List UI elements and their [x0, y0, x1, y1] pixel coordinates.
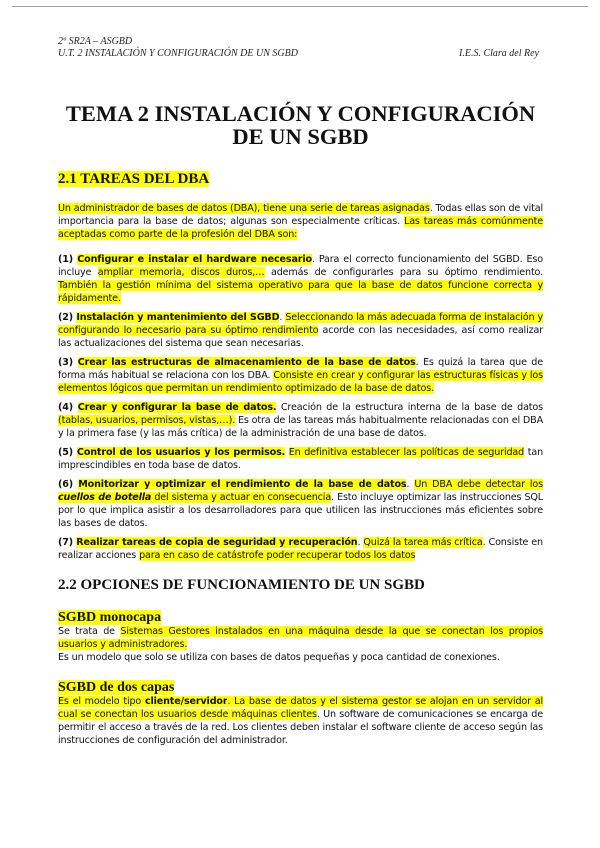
header-course: 2º SR2A – ASGBD: [58, 36, 133, 47]
text-run: .: [357, 537, 364, 548]
text-run: . Todas ellas son de vital importancia para la base de datos; algunas son especialmente críticas.: [58, 203, 543, 227]
highlighted-text: (tablas, usuarios, permisos, vistas,…).: [58, 415, 236, 426]
text-run: (2): [58, 312, 77, 323]
highlighted-text: Las tareas más comúnmente aceptadas como parte de la profesión del DBA son:: [58, 216, 543, 240]
highlighted-text: . La base de datos y el sistema gestor se alojan en un servidor al cual se conectan los usuarios desde máquinas clientes: [58, 696, 543, 720]
highlighted-text: cliente/servidor: [144, 696, 228, 707]
highlighted-text: Seleccionando la más adecuada forma de instalación y configurando lo necesario para su óptimo rendimiento: [58, 312, 543, 336]
header-unit: U.T. 2 INSTALACIÓN Y CONFIGURACIÓN DE UN SGBD: [58, 48, 298, 59]
paragraph: [58, 446, 543, 472]
highlighted-text: En definitiva establecer las políticas de seguridad: [288, 447, 525, 458]
text-run: . Para el correcto funcionamiento del SGBD. Eso incluye: [58, 254, 543, 278]
header-school: I.E.S. Clara del Rey: [459, 48, 539, 59]
highlighted-text: También la gestión mínima del sistema operativo para que la base de datos funcione correcta y rápidamente.: [58, 280, 543, 304]
paragraph: [58, 401, 543, 440]
paragraph: [58, 625, 543, 651]
text-run: (5): [58, 447, 77, 458]
text-run: (3): [58, 357, 78, 368]
text-run: . Es quizá la tarea que de forma más habitual se relaciona con los DBA.: [58, 357, 543, 381]
top-rule: [12, 6, 588, 7]
text-run: acorde con las necesidades, así como realizar las actualizaciones del sistema que sean necesarias.: [58, 325, 543, 349]
page-header: [58, 36, 543, 60]
highlighted-text: Realizar tareas de copia de seguridad y recuperación: [76, 537, 358, 548]
highlighted-text: Un DBA debe detectar los: [414, 479, 543, 490]
section-heading-tareas: 2.1 TAREAS DEL DBA: [58, 171, 210, 187]
text-run: (7): [58, 537, 77, 548]
paragraph: [58, 478, 543, 530]
paragraph: [58, 695, 543, 747]
text-run: . Esto incluye optimizar las instrucciones SQL por lo que implica asistir a los desarrolladores para que utilicen las instrucciones más eficientes sobre las bases de datos.: [58, 492, 544, 529]
text-run: (6): [58, 479, 79, 490]
highlighted-text: Sistemas Gestores instalados en una máquina desde la que se conectan los propios usuarios y administradores.: [58, 626, 543, 650]
highlighted-text: Un administrador de bases de datos (DBA), tiene una serie de tareas asignadas: [58, 203, 430, 214]
highlighted-text: Control de los usuarios y los permisos.: [76, 447, 286, 458]
text-run: .: [279, 312, 286, 323]
highlighted-text: Quizá la tarea más crítica: [363, 537, 483, 548]
text-run: . Un software de comunicaciones se encarga de permitir el acceso a través de la red. Los clientes deben instalar el software cliente de acceso según las instrucciones de configuración del administrador.: [58, 709, 543, 746]
highlighted-text: cuellos de botella: [58, 492, 152, 503]
document-title: TEMA 2 INSTALACIÓN Y CONFIGURACIÓN DE UN SGBD: [65, 101, 536, 149]
text-run: además de configurarles para su óptimo rendimiento.: [264, 267, 544, 278]
text-run: (4): [58, 402, 78, 413]
section-opciones-body: [58, 610, 543, 747]
highlighted-text: Configurar e instalar el hardware necesario: [77, 254, 312, 265]
highlighted-text: Es el modelo tipo: [58, 696, 145, 707]
text-run: Creación de la estructura interna de la base de datos: [276, 402, 543, 413]
paragraph: [58, 253, 543, 305]
text-run: . Consiste en realizar acciones: [58, 537, 543, 561]
text-run: Es otra de las tareas más habitualmente relacionadas con el DBA y la primera fase (y las más crítica) de la administración de una base de datos.: [58, 415, 543, 439]
highlighted-text: Crear y configurar la base de datos.: [77, 402, 277, 413]
paragraph: [58, 311, 543, 350]
document-page: [58, 36, 543, 747]
paragraph: [58, 202, 543, 241]
highlighted-text: Consiste en crear y configurar las estructuras físicas y los elementos lógicos que permitan un rendimiento optimizado de la base de datos.: [58, 370, 543, 394]
text-run: Es un modelo que solo se utiliza con bases de datos pequeñas y poca cantidad de conexiones.: [58, 652, 500, 663]
paragraph: [58, 536, 543, 562]
text-run: (1): [58, 254, 78, 265]
paragraph: [58, 356, 543, 395]
section-tareas-body: [58, 202, 543, 562]
highlighted-text: Monitorizar y optimizar el rendimiento de la base de datos: [78, 479, 407, 490]
highlighted-text: ampliar memoria, discos duros,…: [97, 267, 265, 278]
subsection-heading: SGBD de dos capas: [58, 680, 175, 695]
highlighted-text: Crear las estructuras de almacenamiento de la base de datos: [77, 357, 416, 368]
text-run: tan imprescindibles en toda base de datos.: [58, 447, 544, 471]
highlighted-text: del sistema y actuar en consecuencia: [151, 492, 332, 503]
subsection-heading: SGBD monocapa: [58, 610, 162, 625]
text-run: .: [406, 479, 415, 490]
highlighted-text: Instalación y mantenimiento del SGBD: [76, 312, 280, 323]
paragraph: [58, 651, 543, 664]
highlighted-text: para en caso de catástrofe poder recuperar todos los datos: [139, 550, 416, 561]
text-run: Se trata de: [58, 626, 121, 637]
section-heading-opciones: 2.2 OPCIONES DE FUNCIONAMIENTO DE UN SGBD: [58, 577, 425, 593]
